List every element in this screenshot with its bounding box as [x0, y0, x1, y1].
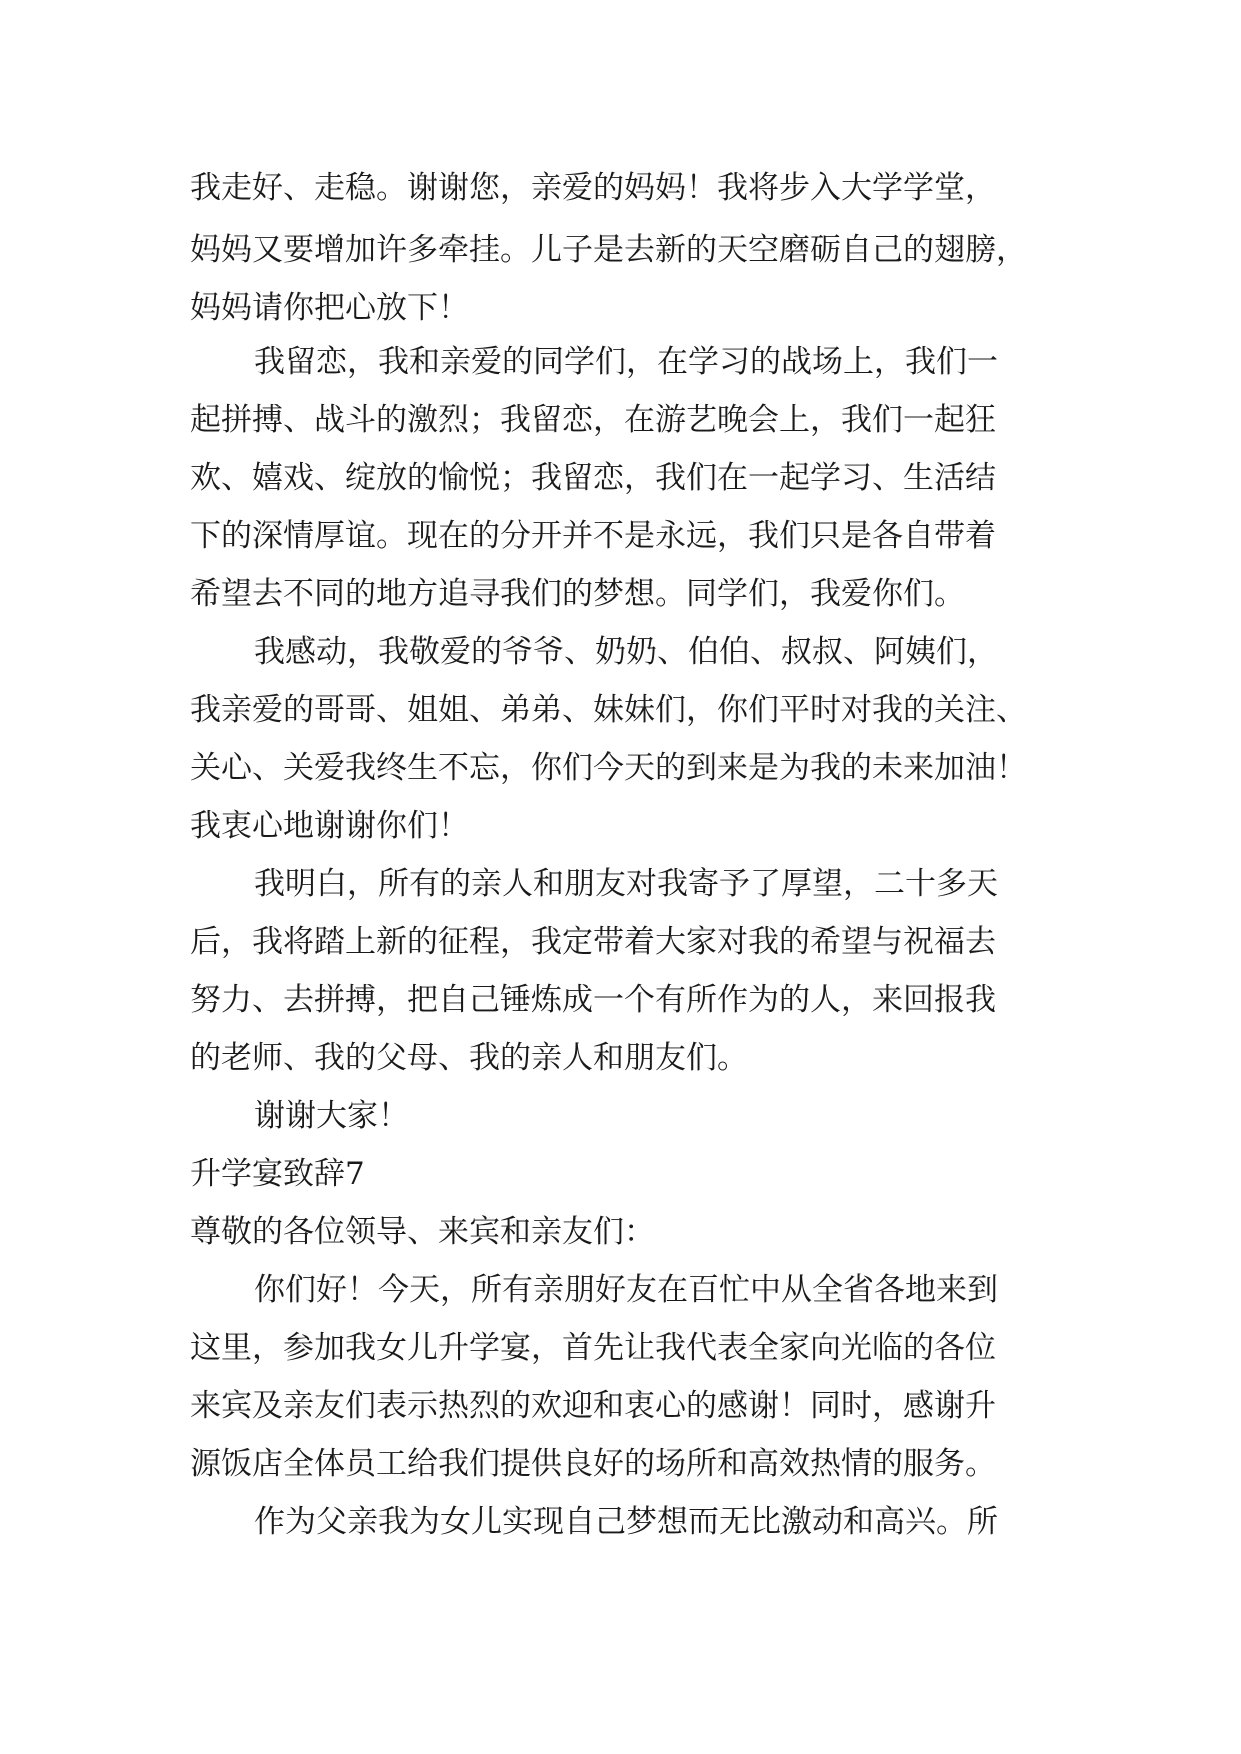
text-line: 关心、关爱我终生不忘，你们今天的到来是为我的未来加油！ — [190, 750, 1027, 786]
text-line: 努力、去拼搏，把自己锤炼成一个有所作为的人，来回报我 — [190, 982, 996, 1018]
text-line: 后，我将踏上新的征程，我定带着大家对我的希望与祝福去 — [190, 924, 996, 960]
paragraph-first-line: 谢谢大家！ — [254, 1098, 409, 1134]
paragraph-first-line: 我留恋，我和亲爱的同学们，在学习的战场上，我们一 — [254, 344, 998, 380]
paragraph-first-line: 我明白，所有的亲人和朋友对我寄予了厚望，二十多天 — [254, 866, 998, 902]
text-line: 妈妈请你把心放下！ — [190, 290, 469, 326]
text-line: 来宾及亲友们表示热烈的欢迎和衷心的感谢！同时，感谢升 — [190, 1388, 996, 1424]
text-line: 妈妈又要增加许多牵挂。儿子是去新的天空磨砺自己的翅膀， — [190, 232, 1027, 268]
paragraph-first-line: 我感动，我敬爱的爷爷、奶奶、伯伯、叔叔、阿姨们， — [254, 634, 998, 670]
salutation: 尊敬的各位领导、来宾和亲友们： — [190, 1214, 655, 1250]
text-line: 我衷心地谢谢你们！ — [190, 808, 469, 844]
text-line: 我走好、走稳。谢谢您，亲爱的妈妈！我将步入大学学堂， — [190, 170, 996, 206]
text-line: 这里，参加我女儿升学宴，首先让我代表全家向光临的各位 — [190, 1330, 996, 1366]
text-line: 希望去不同的地方追寻我们的梦想。同学们，我爱你们。 — [190, 576, 965, 612]
text-line: 的老师、我的父母、我的亲人和朋友们。 — [190, 1040, 748, 1076]
text-line: 源饭店全体员工给我们提供良好的场所和高效热情的服务。 — [190, 1446, 996, 1482]
text-line: 我亲爱的哥哥、姐姐、弟弟、妹妹们，你们平时对我的关注、 — [190, 692, 1027, 728]
text-line: 起拼搏、战斗的激烈；我留恋，在游艺晚会上，我们一起狂 — [190, 402, 996, 438]
paragraph-first-line: 你们好！今天，所有亲朋好友在百忙中从全省各地来到 — [254, 1272, 998, 1308]
paragraph-first-line: 作为父亲我为女儿实现自己梦想而无比激动和高兴。所 — [254, 1504, 998, 1540]
text-line: 下的深情厚谊。现在的分开并不是永远，我们只是各自带着 — [190, 518, 996, 554]
text-line: 欢、嬉戏、绽放的愉悦；我留恋，我们在一起学习、生活结 — [190, 460, 996, 496]
section-heading: 升学宴致辞7 — [190, 1156, 365, 1192]
